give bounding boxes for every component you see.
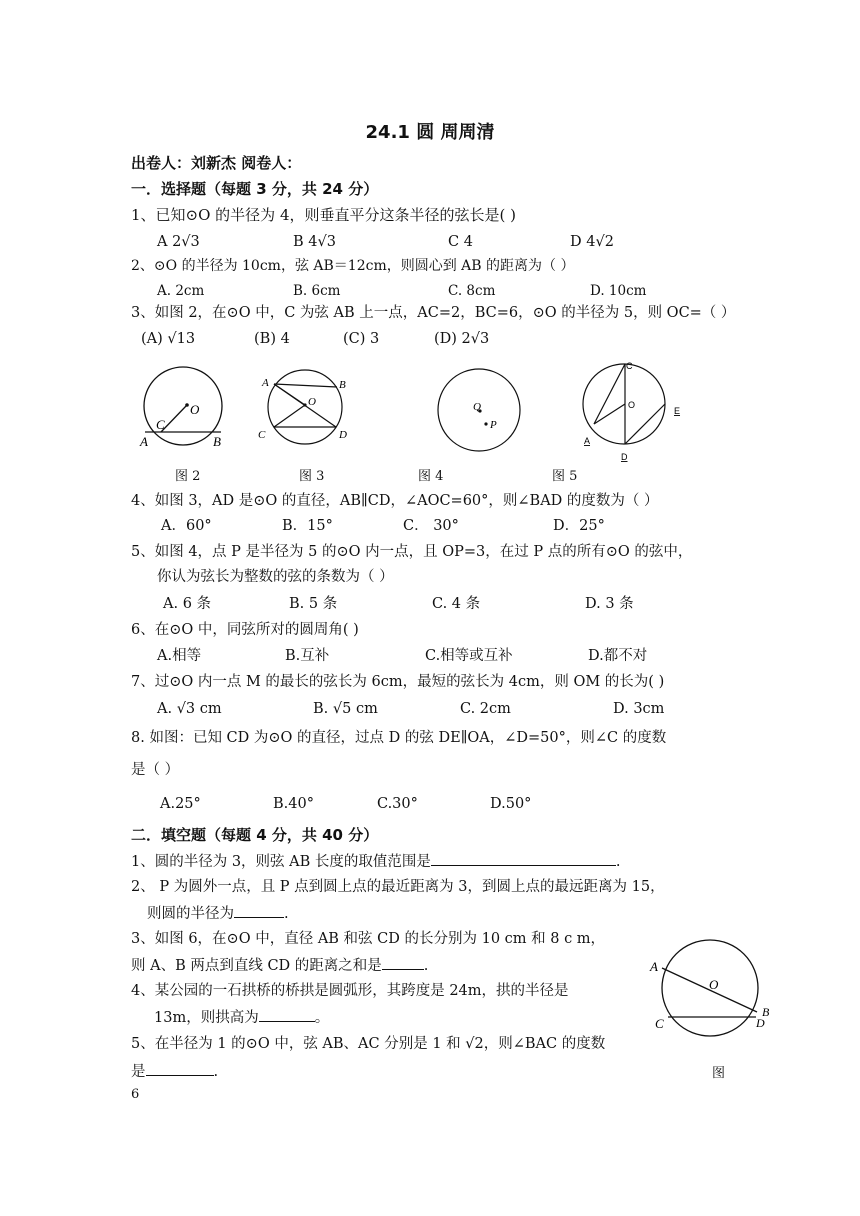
answer-blank[interactable] <box>146 1061 214 1076</box>
label-a: A <box>650 959 658 974</box>
fill-question-2-end: . <box>284 906 289 922</box>
fill-question-3-line-2 <box>131 955 428 976</box>
question-8-line-1: 8. 如图：已知 CD 为⊙O 的直径，过点 D 的弦 DE∥OA，∠D=50°，则∠C 的度数 <box>131 730 667 746</box>
figure-3 <box>255 368 355 448</box>
fill-question-2-line-2 <box>147 903 289 924</box>
option-b: B. 6cm <box>293 283 341 299</box>
option-b: B.互补 <box>285 648 330 664</box>
figure-4 <box>432 367 528 453</box>
caption-fig-4: 图 4 <box>418 469 444 484</box>
label-o: O <box>308 396 316 408</box>
label-b: B <box>339 379 346 391</box>
option-a: A.25° <box>160 796 201 812</box>
question-5-line-1: 5、如图 4，点 P 是半径为 5 的⊙O 内一点，且 OP=3，在过 P 点的所有⊙O 的弦中， <box>131 544 693 560</box>
fill-question-3-line-1: 3、如图 6，在⊙O 中，直径 AB 和弦 CD 的长分别为 10 cm 和 8 c m， <box>131 931 606 947</box>
fill-question-1 <box>131 851 621 872</box>
question-8-line-2: 是（ ） <box>131 762 180 778</box>
label-b: B <box>213 434 221 449</box>
caption-fig-6: 图 <box>712 1066 726 1081</box>
section1-heading: 一．选择题（每题 3 分，共 24 分） <box>131 180 379 198</box>
label-o: O <box>190 402 200 417</box>
option-a: A 2√3 <box>157 234 200 250</box>
option-c: C 4 <box>448 234 473 250</box>
caption-fig-2: 图 2 <box>175 469 201 484</box>
option-b: B．15° <box>282 518 333 534</box>
label-c: C <box>258 429 266 441</box>
option-b: B 4√3 <box>293 234 336 250</box>
option-d: D. 10cm <box>590 283 647 299</box>
option-c: C. 8cm <box>448 283 496 299</box>
label-d: D <box>339 429 347 441</box>
section2-heading: 二．填空题（每题 4 分，共 40 分） <box>131 826 379 844</box>
fill-question-1-end: . <box>615 854 621 870</box>
option-c: C. 2cm <box>460 701 511 717</box>
label-a: A <box>584 436 591 446</box>
option-a: A.相等 <box>157 648 202 664</box>
option-c: C.30° <box>377 796 418 812</box>
question-3: 3、如图 2，在⊙O 中，C 为弦 AB 上一点，AC=2，BC=6，⊙O 的半径为 5，则 OC=（ ） <box>131 305 736 321</box>
fill-question-5-end: . <box>213 1064 219 1080</box>
author-line: 出卷人：刘新杰 阅卷人： <box>131 154 302 172</box>
option-c: C. 4 条 <box>432 596 481 612</box>
option-b: (B) 4 <box>254 331 290 347</box>
option-b: B. 5 条 <box>289 596 338 612</box>
figure-2 <box>135 365 235 450</box>
label-o: O <box>628 400 636 410</box>
fill-question-3-text: 则 A、B 两点到直线 CD 的距离之和是 <box>131 958 382 974</box>
answer-blank[interactable] <box>431 851 616 866</box>
figure-5 <box>580 360 690 465</box>
fill-question-5-text: 是 <box>131 1064 146 1080</box>
fill-question-5-line-2 <box>131 1061 218 1082</box>
fill-question-2-text: 则圆的半径为 <box>147 906 234 922</box>
page-title: 24.1 圆 周周清 <box>365 122 495 143</box>
label-a: A <box>262 377 269 389</box>
option-d: D．25° <box>553 518 605 534</box>
option-a: A. 6 条 <box>163 596 212 612</box>
option-c: (C) 3 <box>343 331 380 347</box>
option-d: D. 3cm <box>613 701 665 717</box>
option-a: A. √3 cm <box>157 701 222 717</box>
fill-question-3-end: . <box>423 958 429 974</box>
question-5-line-2: 你认为弦长为整数的弦的条数为（ ） <box>157 569 394 585</box>
page-number: 6 <box>131 1087 140 1102</box>
label-q: Q <box>473 401 481 413</box>
answer-blank[interactable] <box>382 955 424 970</box>
fill-question-4-line-2 <box>154 1007 329 1028</box>
fill-question-4-line-1: 4、某公园的一石拱桥的桥拱是圆弧形，其跨度是 24m，拱的半径是 <box>131 983 569 999</box>
option-c: C． 30° <box>403 518 459 534</box>
caption-fig-5: 图 5 <box>552 469 578 484</box>
fill-question-4-text: 13m，则拱高为 <box>154 1010 259 1026</box>
label-c: C <box>156 417 165 432</box>
option-d: (D) 2√3 <box>434 331 490 347</box>
answer-blank[interactable] <box>234 903 284 918</box>
label-p: P <box>490 419 497 431</box>
option-d: D 4√2 <box>570 234 614 250</box>
label-o: O <box>709 977 719 992</box>
option-a: (A) √13 <box>141 331 196 347</box>
label-c: C <box>655 1016 664 1031</box>
option-d: D.都不对 <box>588 648 648 664</box>
fill-question-1-text: 1、圆的半径为 3，则弦 AB 长度的取值范围是 <box>131 854 431 870</box>
label-d: D <box>756 1016 765 1030</box>
label-a: A <box>140 434 148 449</box>
figure-6 <box>648 938 778 1038</box>
fill-question-4-end: 。 <box>314 1010 330 1026</box>
caption-fig-3: 图 3 <box>299 469 325 484</box>
option-a: A．60° <box>161 518 212 534</box>
question-2: 2、⊙O 的半径为 10cm，弦 AB＝12cm，则圆心到 AB 的距离为（ ） <box>131 258 575 274</box>
label-d: D <box>621 452 628 462</box>
option-b: B.40° <box>273 796 314 812</box>
option-d: D.50° <box>490 796 532 812</box>
fill-question-5-line-1: 5、在半径为 1 的⊙O 中，弦 AB、AC 分别是 1 和 √2，则∠BAC 的度数 <box>131 1036 606 1052</box>
label-b: B <box>762 1005 770 1019</box>
label-c: C <box>626 361 633 371</box>
question-1: 1、已知⊙O 的半径为 4，则垂直平分这条半径的弦长是( ) <box>131 206 516 224</box>
question-4: 4、如图 3，AD 是⊙O 的直径，AB∥CD，∠AOC=60°，则∠BAD 的度数为（ ） <box>131 493 659 509</box>
option-b: B. √5 cm <box>313 701 378 717</box>
fill-question-2-line-1: 2、 P 为圆外一点，且 P 点到圆上点的最近距离为 3，到圆上点的最远距离为 15， <box>131 879 665 895</box>
question-6: 6、在⊙O 中，同弦所对的圆周角( ) <box>131 622 359 638</box>
option-c: C.相等或互补 <box>425 648 513 664</box>
option-a: A. 2cm <box>157 283 205 299</box>
option-d: D. 3 条 <box>585 596 634 612</box>
label-e: E <box>674 406 681 416</box>
answer-blank[interactable] <box>259 1007 315 1022</box>
question-7: 7、过⊙O 内一点 M 的最长的弦长为 6cm，最短的弦长为 4cm，则 OM 的长为( ) <box>131 674 665 690</box>
